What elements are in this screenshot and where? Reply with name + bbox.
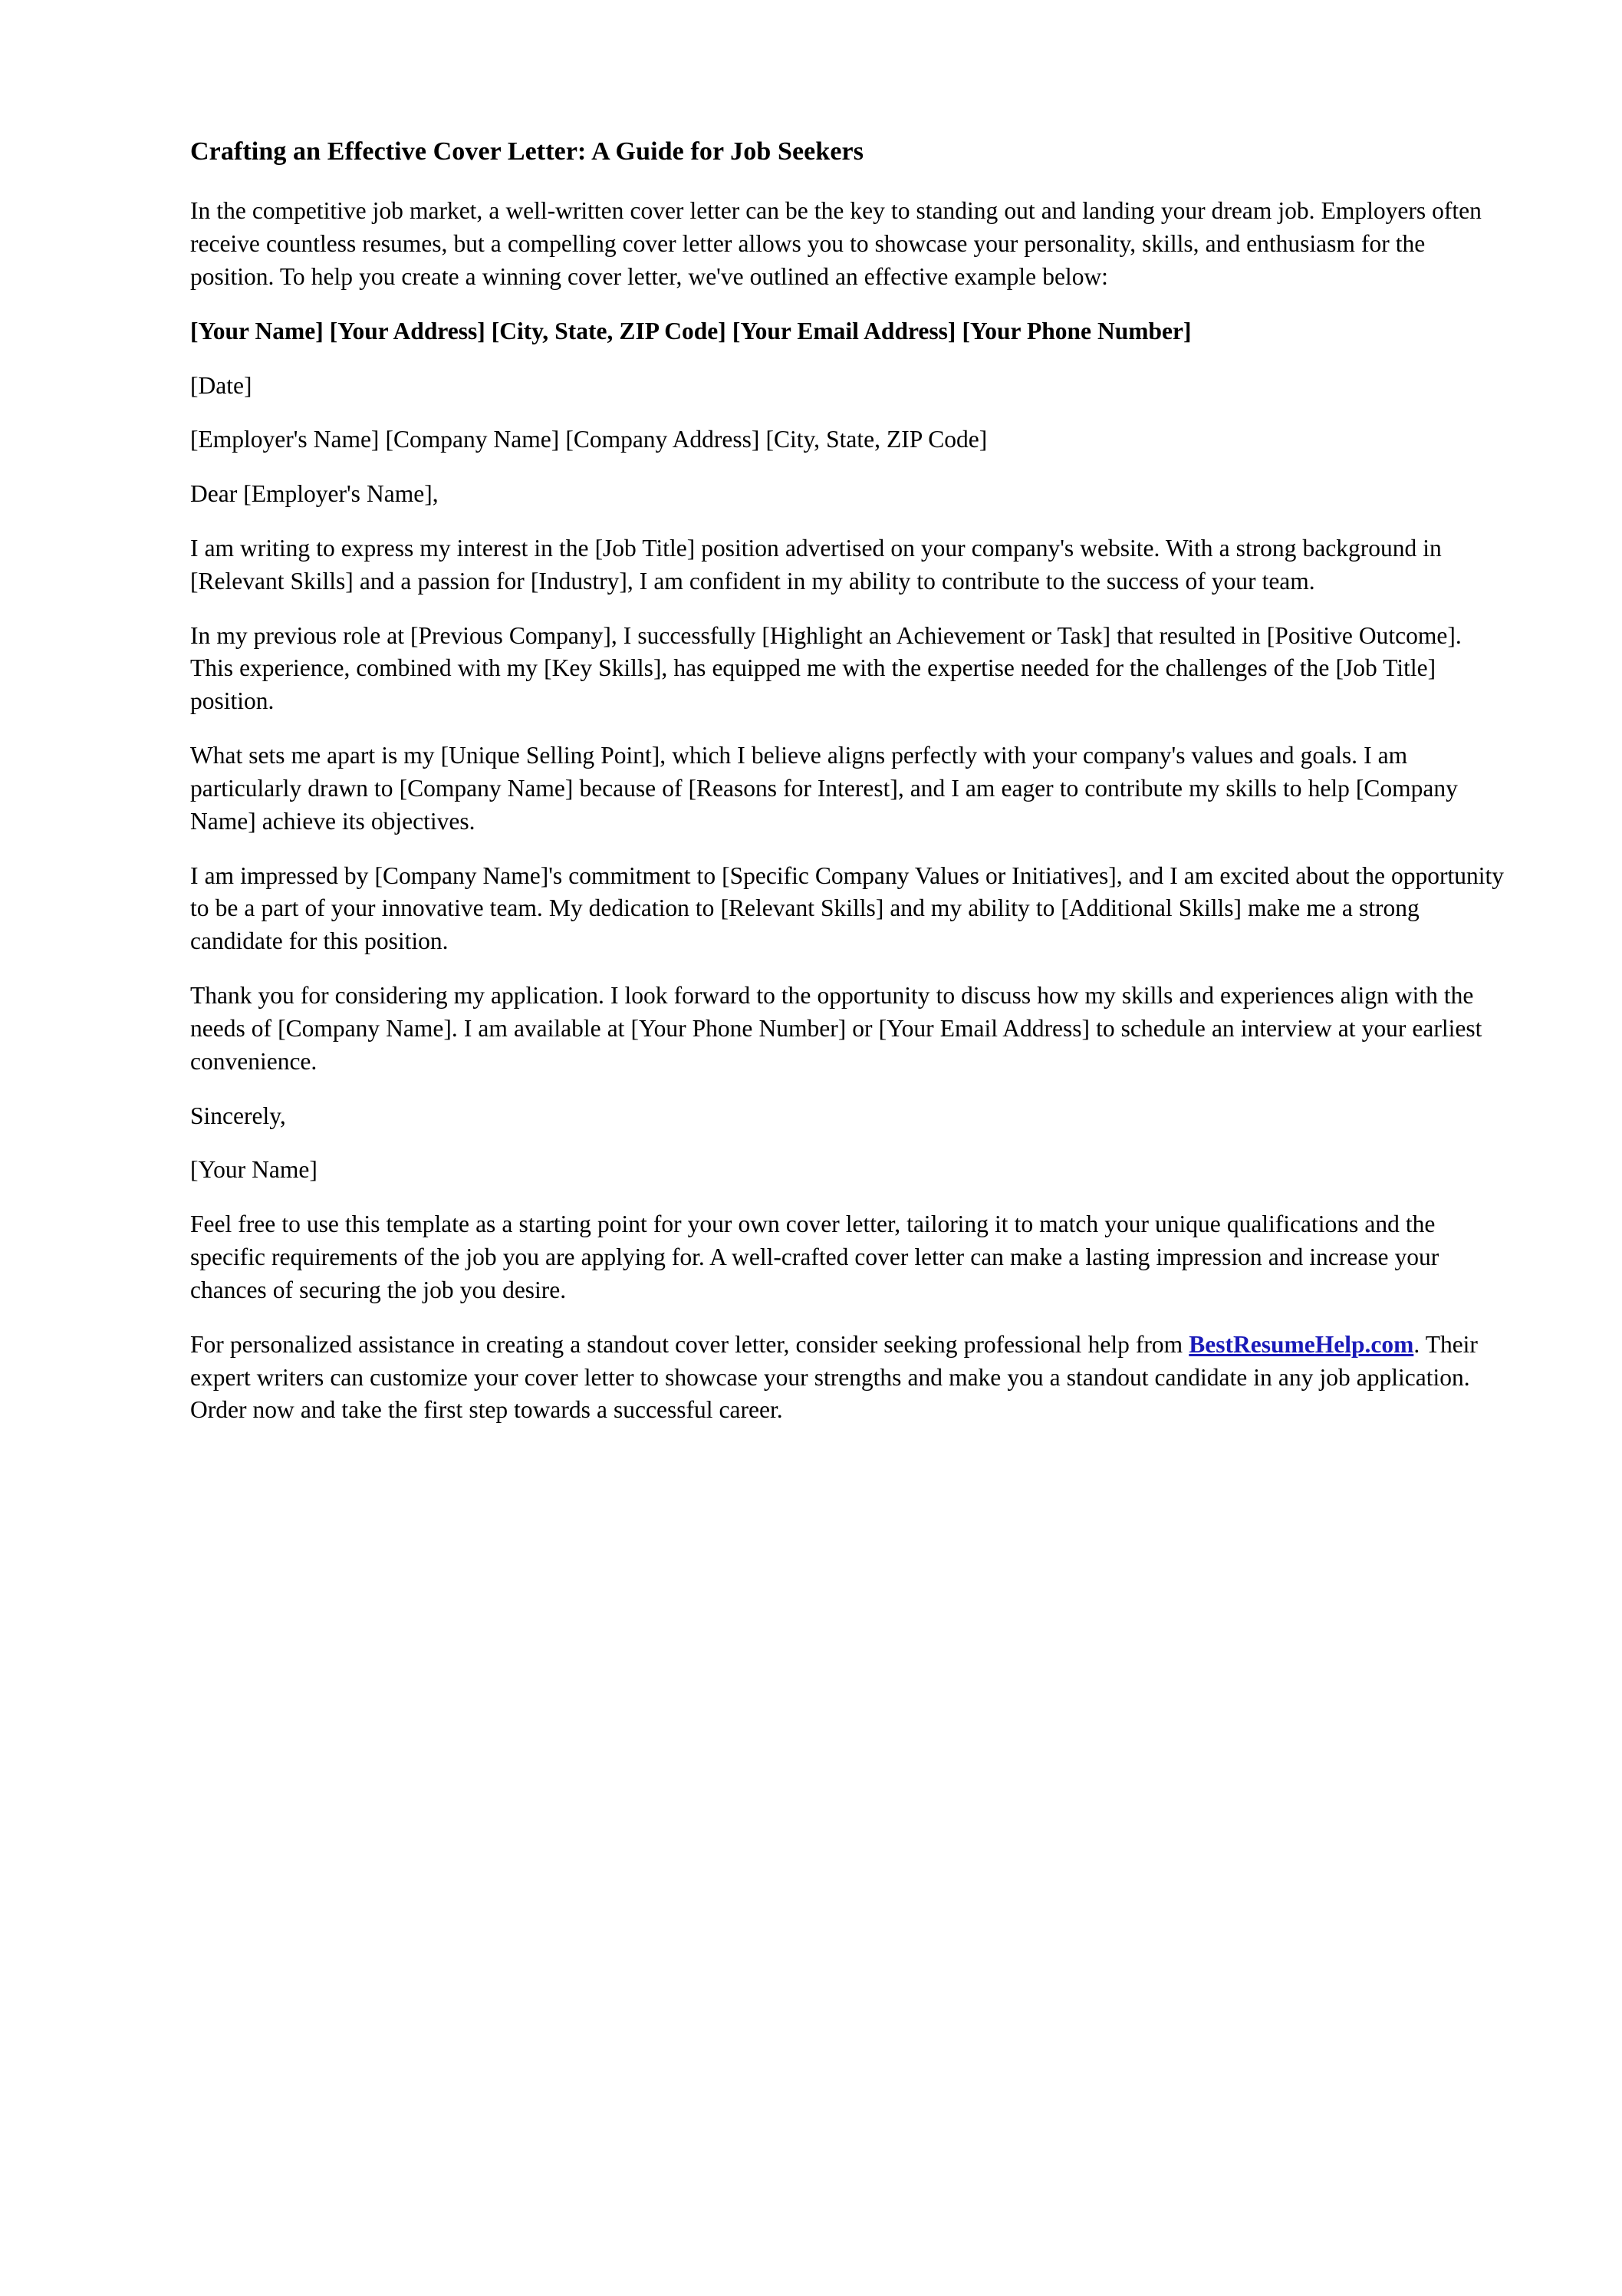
closing-line: Sincerely, [190, 1102, 286, 1129]
sender-contact-block: [Your Name] [Your Address] [City, State, ZIP Code] [Your Email Address] [Your Phone Number] [190, 317, 1192, 344]
bestresumehelp-link[interactable]: BestResumeHelp.com [1189, 1330, 1414, 1358]
outro-paragraph: Feel free to use this template as a starting point for your own cover letter, tailoring it to match your unique qualifications and the specific requirements of the job you are applying for. A well-crafted cover letter can make a lasting impression and increase your chances of securing the job you desire. [190, 1211, 1439, 1303]
page-title: Crafting an Effective Cover Letter: A Guide for Job Seekers [190, 137, 864, 166]
recipient-address-block: [Employer's Name] [Company Name] [Company Address] [City, State, ZIP Code] [190, 426, 988, 453]
body-paragraph-4: I am impressed by [Company Name]'s commitment to [Specific Company Values or Initiatives], and I am excited about the opportunity to be a part of your innovative team. My dedication to [Relevant Skills] and my ability to [Additional Skills] make me a strong candidate for this position. [190, 861, 1504, 955]
body-paragraph-1: I am writing to express my interest in the [Job Title] position advertised on your company's website. With a strong background in [Relevant Skills] and a passion for [Industry], I am confident in my ability to contribute to the success of your team. [190, 534, 1442, 595]
body-paragraph-2: In my previous role at [Previous Company], I successfully [Highlight an Achievement or Task] that resulted in [Positive Outcome]. This experience, combined with my [Key Skills], has equipped me with the expertise needed for the challenges of the [Job Title] position. [190, 621, 1462, 715]
document-content [190, 135, 1505, 1448]
body-paragraph-5: Thank you for considering my application. I look forward to the opportunity to discuss how my skills and experiences align with the needs of [Company Name]. I am available at [Your Phone Number] or [Your Email Address] to schedule an interview at your earliest convenience. [190, 982, 1482, 1075]
body-paragraph-3: What sets me apart is my [Unique Selling Point], which I believe aligns perfectly with your company's values and goals. I am particularly drawn to [Company Name] because of [Reasons for Interest], and I am eager to contribute my skills to help [Company Name] achieve its objectives. [190, 742, 1458, 835]
cta-text-after: . Their expert writers can customize your cover letter to showcase your strengths and make you a standout candidate in any job application. Order now and take the first step towards a successful career. [190, 1330, 1478, 1424]
signature-line: [Your Name] [190, 1156, 317, 1184]
salutation: Dear [Employer's Name], [190, 480, 439, 508]
call-to-action-paragraph [190, 1329, 1505, 1427]
date-line: [Date] [190, 371, 252, 399]
intro-paragraph: In the competitive job market, a well-written cover letter can be the key to standing out and landing your dream job. Employers often receive countless resumes, but a compelling cover letter allows you to showcase your personality, skills, and enthusiasm for the position. To help you create a winning cover letter, we've outlined an effective example below: [190, 197, 1482, 290]
cta-text-before: For personalized assistance in creating a standout cover letter, consider seeking professional help from [190, 1330, 1189, 1358]
